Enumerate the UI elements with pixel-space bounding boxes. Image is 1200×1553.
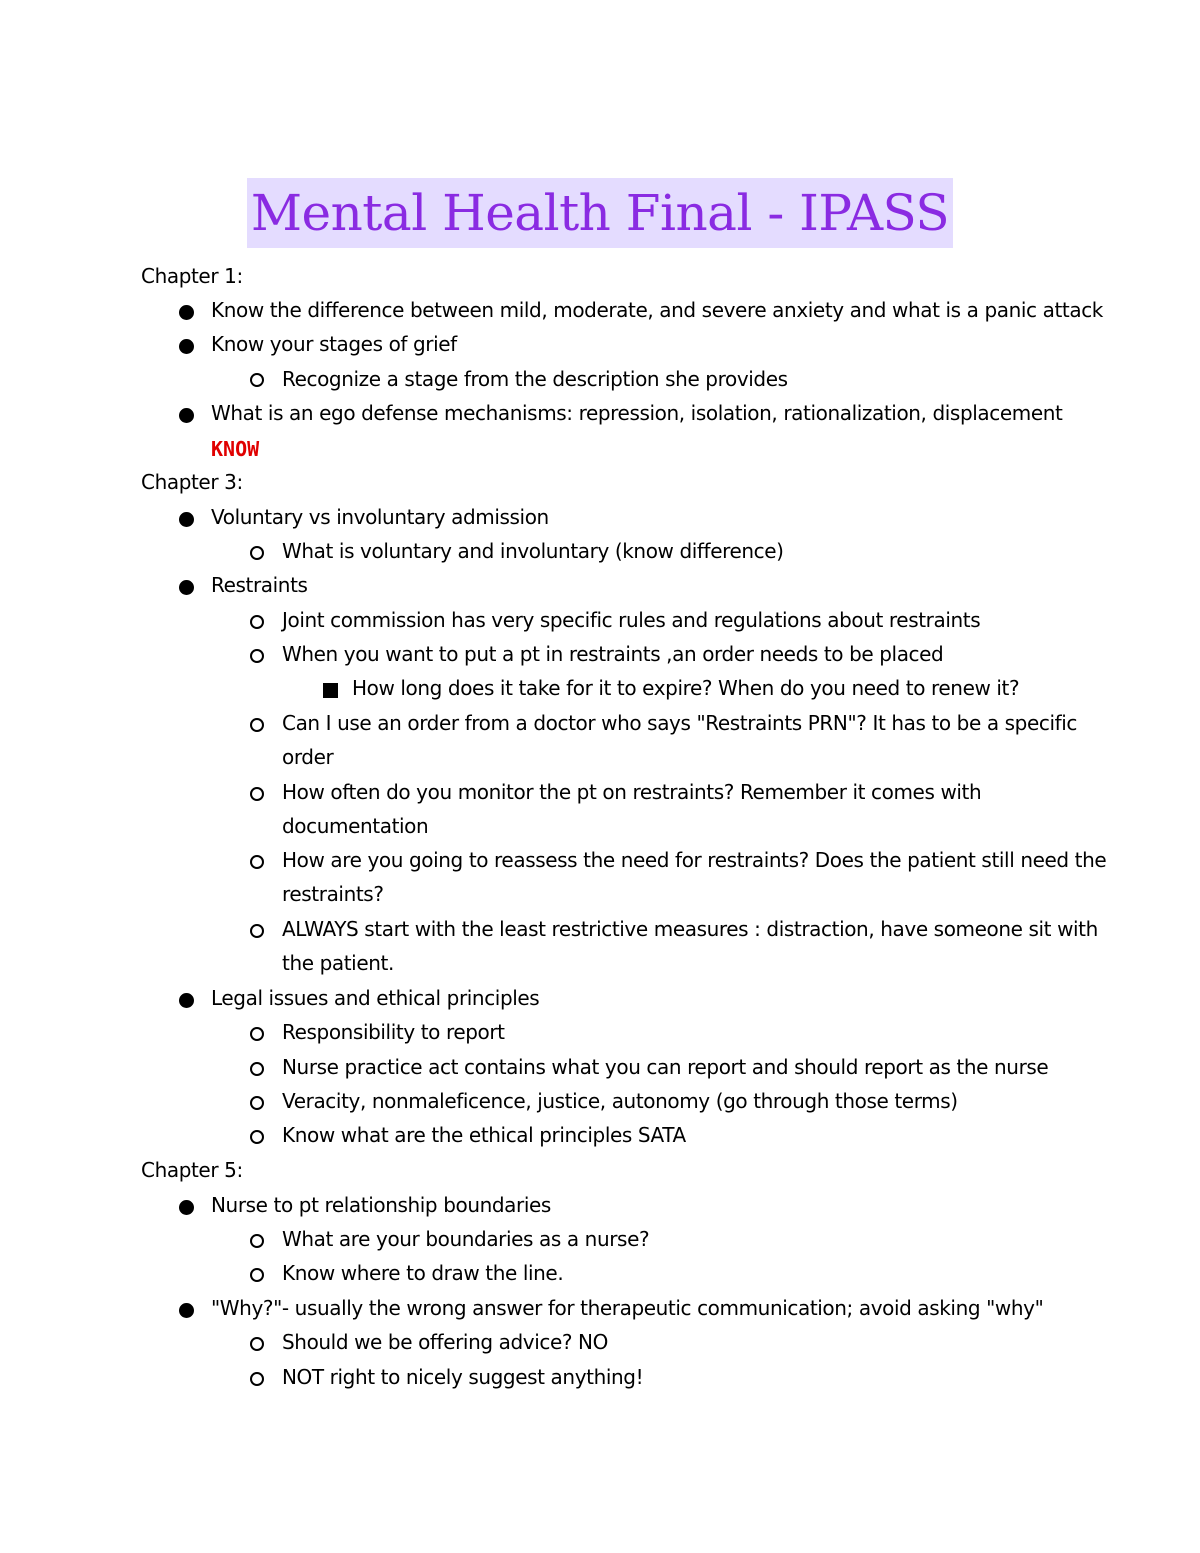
list-item: Legal issues and ethical principles	[211, 986, 540, 1010]
sub-list-item: Recognize a stage from the description she provides	[282, 367, 788, 391]
chapter-heading: Chapter 3:	[141, 470, 243, 494]
circle-bullet	[250, 855, 264, 869]
circle-bullet	[250, 718, 264, 732]
sub-list-item: What is voluntary and involuntary (know difference)	[282, 539, 784, 563]
circle-bullet	[250, 1268, 264, 1282]
list-item: Nurse to pt relationship boundaries	[211, 1193, 551, 1217]
circle-bullet	[250, 546, 264, 560]
circle-bullet	[250, 1096, 264, 1110]
title-wrap	[0, 178, 1200, 248]
disc-bullet	[179, 580, 194, 595]
circle-bullet	[250, 924, 264, 938]
list-item: What is an ego defense mechanisms: repression, isolation, rationalization, displacement	[211, 401, 1063, 425]
sub-list-item: Can I use an order from a doctor who says "Restraints PRN"? It has to be a specific	[282, 711, 1078, 735]
disc-bullet	[179, 305, 194, 320]
disc-bullet	[179, 1200, 194, 1215]
circle-bullet	[250, 1372, 264, 1386]
circle-bullet	[250, 1234, 264, 1248]
list-item: Restraints	[211, 573, 308, 597]
list-item: Know the difference between mild, moderate, and severe anxiety and what is a panic attack	[211, 298, 1103, 322]
sub-list-item: Should we be offering advice? NO	[282, 1330, 608, 1354]
sub-list-item-continuation: order	[282, 745, 334, 769]
circle-bullet	[250, 787, 264, 801]
know-tag: KNOW	[211, 437, 260, 461]
circle-bullet	[250, 1027, 264, 1041]
sub-list-item-continuation: documentation	[282, 814, 429, 838]
disc-bullet	[179, 339, 194, 354]
disc-bullet	[179, 512, 194, 527]
disc-bullet	[179, 408, 194, 423]
circle-bullet	[250, 1337, 264, 1351]
sub-list-item-continuation: restraints?	[282, 882, 384, 906]
sub-list-item: When you want to put a pt in restraints ,an order needs to be placed	[282, 642, 944, 666]
page-title: Mental Health Final - IPASS	[247, 178, 953, 248]
sub-list-item: Responsibility to report	[282, 1020, 505, 1044]
sub-list-item: Joint commission has very specific rules and regulations about restraints	[282, 608, 981, 632]
circle-bullet	[250, 1130, 264, 1144]
disc-bullet	[179, 1303, 194, 1318]
disc-bullet	[179, 993, 194, 1008]
sub-list-item-continuation: the patient.	[282, 951, 394, 975]
sub-list-item: Know where to draw the line.	[282, 1261, 564, 1285]
circle-bullet	[250, 615, 264, 629]
list-item: Voluntary vs involuntary admission	[211, 505, 549, 529]
circle-bullet	[250, 1062, 264, 1076]
sub-list-item: ALWAYS start with the least restrictive measures : distraction, have someone sit with	[282, 917, 1098, 941]
circle-bullet	[250, 373, 264, 387]
sub-list-item: Nurse practice act contains what you can report and should report as the nurse	[282, 1055, 1049, 1079]
sub-list-item: NOT right to nicely suggest anything!	[282, 1365, 644, 1389]
chapter-heading: Chapter 1:	[141, 264, 243, 288]
sub-list-item: How are you going to reassess the need for restraints? Does the patient still need the	[282, 848, 1107, 872]
chapter-heading: Chapter 5:	[141, 1158, 243, 1182]
sub-list-item: What are your boundaries as a nurse?	[282, 1227, 650, 1251]
sub-list-item: How often do you monitor the pt on restraints? Remember it comes with	[282, 780, 982, 804]
circle-bullet	[250, 649, 264, 663]
square-bullet	[323, 683, 338, 698]
sub-sub-list-item: How long does it take for it to expire? When do you need to renew it?	[352, 676, 1020, 700]
sub-list-item: Know what are the ethical principles SATA	[282, 1123, 686, 1147]
sub-list-item: Veracity, nonmaleficence, justice, autonomy (go through those terms)	[282, 1089, 958, 1113]
list-item: Know your stages of grief	[211, 332, 457, 356]
list-item: "Why?"- usually the wrong answer for therapeutic communication; avoid asking "why"	[211, 1296, 1044, 1320]
